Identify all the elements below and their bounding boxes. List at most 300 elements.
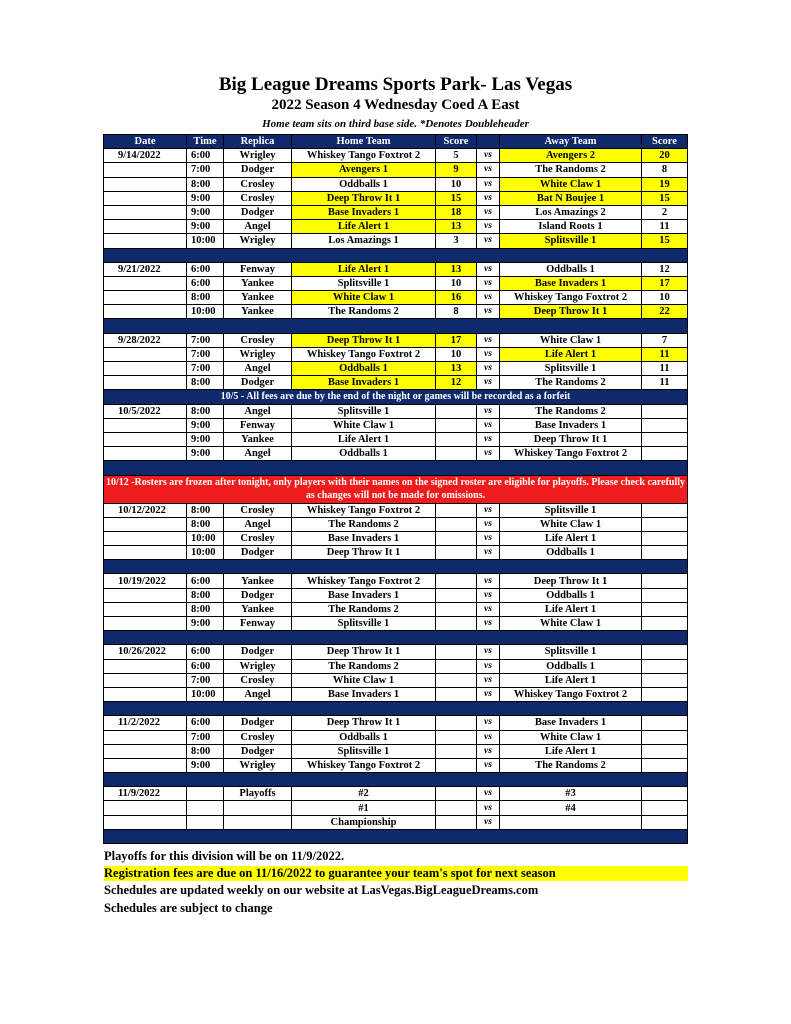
away-score-cell: 11 bbox=[642, 362, 688, 376]
home-team-cell: Oddballs 1 bbox=[292, 362, 436, 376]
home-team-cell: Deep Throw It 1 bbox=[292, 191, 436, 205]
home-team-cell: Base Invaders 1 bbox=[292, 376, 436, 390]
vs-cell: vs bbox=[477, 333, 500, 347]
table-row bbox=[104, 673, 688, 687]
time-cell: 7:00 bbox=[187, 333, 224, 347]
footer-playoffs-note: Playoffs for this division will be on 11/9/2022. bbox=[104, 849, 345, 863]
away-team-cell: White Claw 1 bbox=[500, 517, 642, 531]
home-team-cell: Oddballs 1 bbox=[292, 177, 436, 191]
replica-cell: Playoffs bbox=[224, 787, 292, 801]
away-team-cell: Life Alert 1 bbox=[500, 744, 642, 758]
home-score-cell bbox=[436, 517, 477, 531]
away-team-cell: Life Alert 1 bbox=[500, 673, 642, 687]
home-score-cell: 10 bbox=[436, 276, 477, 290]
date-cell bbox=[104, 220, 187, 234]
table-row bbox=[104, 801, 688, 815]
time-cell: 9:00 bbox=[187, 432, 224, 446]
time-cell bbox=[187, 801, 224, 815]
time-cell: 6:00 bbox=[187, 574, 224, 588]
replica-cell: Yankee bbox=[224, 305, 292, 319]
away-score-cell bbox=[642, 659, 688, 673]
home-score-cell bbox=[436, 574, 477, 588]
home-team-cell: Life Alert 1 bbox=[292, 432, 436, 446]
col-header-date: Date bbox=[104, 135, 187, 149]
away-team-cell: Deep Throw It 1 bbox=[500, 574, 642, 588]
replica-cell: Dodger bbox=[224, 645, 292, 659]
home-score-cell bbox=[436, 546, 477, 560]
table-row bbox=[104, 503, 688, 517]
table-row bbox=[104, 404, 688, 418]
home-score-cell: 13 bbox=[436, 220, 477, 234]
time-cell: 8:00 bbox=[187, 517, 224, 531]
away-team-cell: #3 bbox=[500, 787, 642, 801]
away-team-cell: White Claw 1 bbox=[500, 617, 642, 631]
away-score-cell: 22 bbox=[642, 305, 688, 319]
away-score-cell bbox=[642, 404, 688, 418]
date-cell: 10/19/2022 bbox=[104, 574, 187, 588]
divider-cell bbox=[104, 829, 688, 843]
home-score-cell bbox=[436, 617, 477, 631]
replica-cell: Angel bbox=[224, 687, 292, 701]
vs-cell: vs bbox=[477, 716, 500, 730]
home-team-cell: Los Amazings 1 bbox=[292, 234, 436, 248]
home-team-cell: Whiskey Tango Foxtrot 2 bbox=[292, 574, 436, 588]
table-row bbox=[104, 163, 688, 177]
home-team-cell: Base Invaders 1 bbox=[292, 531, 436, 545]
footer-disclaimer: Schedules are subject to change bbox=[104, 901, 273, 915]
home-team-cell: Deep Throw It 1 bbox=[292, 333, 436, 347]
home-score-cell: 13 bbox=[436, 362, 477, 376]
date-cell bbox=[104, 418, 187, 432]
home-team-cell: Splitsville 1 bbox=[292, 744, 436, 758]
vs-cell: vs bbox=[477, 758, 500, 772]
table-row bbox=[104, 815, 688, 829]
date-cell bbox=[104, 588, 187, 602]
table-row bbox=[104, 617, 688, 631]
home-score-cell: 15 bbox=[436, 191, 477, 205]
replica-cell: Crosley bbox=[224, 730, 292, 744]
replica-cell: Crosley bbox=[224, 333, 292, 347]
section-divider bbox=[104, 829, 688, 843]
vs-cell: vs bbox=[477, 617, 500, 631]
table-header-row bbox=[104, 135, 688, 149]
date-cell bbox=[104, 432, 187, 446]
table-row bbox=[104, 787, 688, 801]
away-team-cell: Deep Throw It 1 bbox=[500, 432, 642, 446]
away-team-cell: Oddballs 1 bbox=[500, 262, 642, 276]
time-cell: 6:00 bbox=[187, 645, 224, 659]
home-team-cell: Whiskey Tango Foxtrot 2 bbox=[292, 758, 436, 772]
table-row bbox=[104, 588, 688, 602]
fees-notice: 10/5 - All fees are due by the end of the night or games will be recorded as a forfeit bbox=[104, 390, 688, 404]
away-score-cell bbox=[642, 801, 688, 815]
replica-cell: Angel bbox=[224, 220, 292, 234]
time-cell: 8:00 bbox=[187, 503, 224, 517]
vs-cell: vs bbox=[477, 376, 500, 390]
home-score-cell bbox=[436, 503, 477, 517]
away-score-cell: 15 bbox=[642, 234, 688, 248]
table-row bbox=[104, 659, 688, 673]
replica-cell: Dodger bbox=[224, 744, 292, 758]
vs-cell: vs bbox=[477, 673, 500, 687]
time-cell: 7:00 bbox=[187, 347, 224, 361]
away-score-cell bbox=[642, 546, 688, 560]
date-cell bbox=[104, 291, 187, 305]
home-team-cell: Base Invaders 1 bbox=[292, 205, 436, 219]
col-header-away-score: Score bbox=[642, 135, 688, 149]
roster-alert-row bbox=[104, 475, 688, 503]
home-score-cell bbox=[436, 801, 477, 815]
section-divider bbox=[104, 248, 688, 262]
home-team-cell: Deep Throw It 1 bbox=[292, 716, 436, 730]
vs-cell: vs bbox=[477, 149, 500, 163]
time-cell: 6:00 bbox=[187, 276, 224, 290]
home-score-cell bbox=[436, 758, 477, 772]
away-score-cell: 17 bbox=[642, 276, 688, 290]
replica-cell: Dodger bbox=[224, 716, 292, 730]
date-cell bbox=[104, 177, 187, 191]
away-score-cell: 20 bbox=[642, 149, 688, 163]
time-cell: 9:00 bbox=[187, 447, 224, 461]
table-row bbox=[104, 517, 688, 531]
table-row bbox=[104, 574, 688, 588]
col-header-away-team: Away Team bbox=[500, 135, 642, 149]
away-score-cell: 19 bbox=[642, 177, 688, 191]
home-score-cell: 13 bbox=[436, 262, 477, 276]
home-team-cell: The Randoms 2 bbox=[292, 659, 436, 673]
table-row bbox=[104, 149, 688, 163]
time-cell bbox=[187, 787, 224, 801]
home-team-cell: Whiskey Tango Foxtrot 2 bbox=[292, 503, 436, 517]
home-team-cell: #2 bbox=[292, 787, 436, 801]
home-score-cell bbox=[436, 418, 477, 432]
away-team-cell: Oddballs 1 bbox=[500, 659, 642, 673]
away-score-cell: 15 bbox=[642, 191, 688, 205]
away-score-cell bbox=[642, 716, 688, 730]
away-score-cell bbox=[642, 602, 688, 616]
table-row bbox=[104, 347, 688, 361]
vs-cell: vs bbox=[477, 447, 500, 461]
vs-cell: vs bbox=[477, 305, 500, 319]
vs-cell: vs bbox=[477, 546, 500, 560]
replica-cell: Angel bbox=[224, 404, 292, 418]
home-score-cell bbox=[436, 531, 477, 545]
table-row bbox=[104, 262, 688, 276]
vs-cell: vs bbox=[477, 645, 500, 659]
vs-cell: vs bbox=[477, 687, 500, 701]
vs-cell: vs bbox=[477, 234, 500, 248]
date-cell bbox=[104, 758, 187, 772]
away-score-cell: 11 bbox=[642, 220, 688, 234]
time-cell bbox=[187, 815, 224, 829]
table-row bbox=[104, 177, 688, 191]
table-row bbox=[104, 234, 688, 248]
away-score-cell bbox=[642, 617, 688, 631]
time-cell: 8:00 bbox=[187, 291, 224, 305]
date-cell bbox=[104, 815, 187, 829]
date-cell: 10/12/2022 bbox=[104, 503, 187, 517]
home-score-cell bbox=[436, 673, 477, 687]
away-team-cell: The Randoms 2 bbox=[500, 404, 642, 418]
home-score-cell bbox=[436, 659, 477, 673]
home-score-cell bbox=[436, 447, 477, 461]
away-team-cell: White Claw 1 bbox=[500, 177, 642, 191]
vs-cell: vs bbox=[477, 362, 500, 376]
home-team-cell: Whiskey Tango Foxtrot 2 bbox=[292, 149, 436, 163]
replica-cell: Angel bbox=[224, 447, 292, 461]
away-team-cell: Life Alert 1 bbox=[500, 531, 642, 545]
home-score-cell: 8 bbox=[436, 305, 477, 319]
home-team-cell: Life Alert 1 bbox=[292, 262, 436, 276]
replica-cell: Yankee bbox=[224, 276, 292, 290]
time-cell: 6:00 bbox=[187, 262, 224, 276]
time-cell: 8:00 bbox=[187, 588, 224, 602]
date-cell bbox=[104, 659, 187, 673]
date-cell bbox=[104, 276, 187, 290]
date-cell bbox=[104, 744, 187, 758]
replica-cell: Crosley bbox=[224, 177, 292, 191]
date-cell: 11/2/2022 bbox=[104, 716, 187, 730]
home-team-cell: White Claw 1 bbox=[292, 418, 436, 432]
col-header-home-score: Score bbox=[436, 135, 477, 149]
vs-cell: vs bbox=[477, 531, 500, 545]
replica-cell: Angel bbox=[224, 517, 292, 531]
date-cell bbox=[104, 687, 187, 701]
away-score-cell bbox=[642, 673, 688, 687]
section-divider bbox=[104, 773, 688, 787]
col-header-home-team: Home Team bbox=[292, 135, 436, 149]
table-row bbox=[104, 418, 688, 432]
footer-website-note: Schedules are updated weekly on our website at LasVegas.BigLeagueDreams.com bbox=[104, 883, 539, 897]
time-cell: 8:00 bbox=[187, 744, 224, 758]
date-cell: 9/21/2022 bbox=[104, 262, 187, 276]
divider-cell bbox=[104, 702, 688, 716]
home-team-cell: White Claw 1 bbox=[292, 291, 436, 305]
replica-cell: Dodger bbox=[224, 163, 292, 177]
time-cell: 8:00 bbox=[187, 376, 224, 390]
replica-cell: Crosley bbox=[224, 531, 292, 545]
table-row bbox=[104, 531, 688, 545]
replica-cell: Fenway bbox=[224, 418, 292, 432]
away-score-cell: 11 bbox=[642, 376, 688, 390]
home-score-cell: 10 bbox=[436, 347, 477, 361]
time-cell: 7:00 bbox=[187, 163, 224, 177]
schedule-body bbox=[104, 149, 688, 844]
time-cell: 7:00 bbox=[187, 673, 224, 687]
vs-cell: vs bbox=[477, 291, 500, 305]
time-cell: 9:00 bbox=[187, 617, 224, 631]
date-cell bbox=[104, 546, 187, 560]
away-team-cell: The Randoms 2 bbox=[500, 376, 642, 390]
away-team-cell: Splitsville 1 bbox=[500, 503, 642, 517]
time-cell: 9:00 bbox=[187, 758, 224, 772]
vs-cell: vs bbox=[477, 730, 500, 744]
home-score-cell: 17 bbox=[436, 333, 477, 347]
home-score-cell bbox=[436, 404, 477, 418]
table-row bbox=[104, 730, 688, 744]
vs-cell: vs bbox=[477, 418, 500, 432]
away-team-cell: Base Invaders 1 bbox=[500, 276, 642, 290]
home-team-cell: The Randoms 2 bbox=[292, 305, 436, 319]
home-score-cell bbox=[436, 730, 477, 744]
table-row bbox=[104, 333, 688, 347]
section-divider bbox=[104, 461, 688, 475]
table-row bbox=[104, 645, 688, 659]
home-score-cell bbox=[436, 744, 477, 758]
replica-cell: Dodger bbox=[224, 376, 292, 390]
date-cell: 9/28/2022 bbox=[104, 333, 187, 347]
home-score-cell bbox=[436, 716, 477, 730]
away-team-cell: White Claw 1 bbox=[500, 333, 642, 347]
replica-cell bbox=[224, 815, 292, 829]
away-team-cell: Base Invaders 1 bbox=[500, 716, 642, 730]
table-row bbox=[104, 291, 688, 305]
home-team-cell: #1 bbox=[292, 801, 436, 815]
home-score-cell: 5 bbox=[436, 149, 477, 163]
date-cell bbox=[104, 163, 187, 177]
home-team-cell: Splitsville 1 bbox=[292, 276, 436, 290]
table-row bbox=[104, 276, 688, 290]
date-cell bbox=[104, 617, 187, 631]
away-score-cell: 7 bbox=[642, 333, 688, 347]
away-team-cell: The Randoms 2 bbox=[500, 163, 642, 177]
date-cell: 11/9/2022 bbox=[104, 787, 187, 801]
home-score-cell: 16 bbox=[436, 291, 477, 305]
date-cell: 9/14/2022 bbox=[104, 149, 187, 163]
home-score-cell: 9 bbox=[436, 163, 477, 177]
date-cell bbox=[104, 305, 187, 319]
header-note: Home team sits on third base side. *Denotes Doubleheader bbox=[262, 118, 529, 130]
vs-cell: vs bbox=[477, 801, 500, 815]
home-team-cell: Whiskey Tango Foxtrot 2 bbox=[292, 347, 436, 361]
footer-registration-note: Registration fees are due on 11/16/2022 to guarantee your team's spot for next season bbox=[104, 866, 688, 881]
table-row bbox=[104, 220, 688, 234]
away-team-cell: Splitsville 1 bbox=[500, 645, 642, 659]
replica-cell: Wrigley bbox=[224, 149, 292, 163]
vs-cell: vs bbox=[477, 574, 500, 588]
table-row bbox=[104, 744, 688, 758]
date-cell bbox=[104, 205, 187, 219]
time-cell: 6:00 bbox=[187, 149, 224, 163]
home-score-cell bbox=[436, 815, 477, 829]
vs-cell: vs bbox=[477, 432, 500, 446]
vs-cell: vs bbox=[477, 602, 500, 616]
replica-cell: Yankee bbox=[224, 602, 292, 616]
table-row bbox=[104, 432, 688, 446]
home-score-cell bbox=[436, 602, 477, 616]
away-team-cell: White Claw 1 bbox=[500, 730, 642, 744]
away-team-cell: Whiskey Tango Foxtrot 2 bbox=[500, 687, 642, 701]
vs-cell: vs bbox=[477, 262, 500, 276]
section-divider bbox=[104, 560, 688, 574]
replica-cell: Crosley bbox=[224, 673, 292, 687]
date-cell bbox=[104, 447, 187, 461]
home-team-cell: Deep Throw It 1 bbox=[292, 546, 436, 560]
home-team-cell: Oddballs 1 bbox=[292, 447, 436, 461]
divider-cell bbox=[104, 773, 688, 787]
replica-cell bbox=[224, 801, 292, 815]
home-team-cell: Life Alert 1 bbox=[292, 220, 436, 234]
table-row bbox=[104, 716, 688, 730]
away-score-cell bbox=[642, 517, 688, 531]
replica-cell: Crosley bbox=[224, 191, 292, 205]
section-divider bbox=[104, 702, 688, 716]
time-cell: 9:00 bbox=[187, 191, 224, 205]
home-score-cell: 12 bbox=[436, 376, 477, 390]
away-team-cell: Island Roots 1 bbox=[500, 220, 642, 234]
replica-cell: Yankee bbox=[224, 432, 292, 446]
home-team-cell: Championship bbox=[292, 815, 436, 829]
home-score-cell bbox=[436, 687, 477, 701]
replica-cell: Angel bbox=[224, 362, 292, 376]
away-score-cell bbox=[642, 744, 688, 758]
away-team-cell: Whiskey Tango Foxtrot 2 bbox=[500, 291, 642, 305]
away-score-cell bbox=[642, 418, 688, 432]
away-score-cell: 8 bbox=[642, 163, 688, 177]
replica-cell: Wrigley bbox=[224, 234, 292, 248]
time-cell: 10:00 bbox=[187, 531, 224, 545]
away-score-cell bbox=[642, 531, 688, 545]
away-score-cell: 11 bbox=[642, 347, 688, 361]
time-cell: 8:00 bbox=[187, 177, 224, 191]
home-team-cell: The Randoms 2 bbox=[292, 517, 436, 531]
table-row bbox=[104, 305, 688, 319]
divider-cell bbox=[104, 319, 688, 333]
vs-cell: vs bbox=[477, 588, 500, 602]
date-cell bbox=[104, 234, 187, 248]
date-cell bbox=[104, 517, 187, 531]
time-cell: 9:00 bbox=[187, 220, 224, 234]
away-score-cell bbox=[642, 574, 688, 588]
date-cell bbox=[104, 801, 187, 815]
away-score-cell bbox=[642, 447, 688, 461]
away-team-cell: Life Alert 1 bbox=[500, 602, 642, 616]
home-team-cell: Avengers 1 bbox=[292, 163, 436, 177]
time-cell: 6:00 bbox=[187, 716, 224, 730]
away-score-cell bbox=[642, 687, 688, 701]
away-team-cell bbox=[500, 815, 642, 829]
date-cell bbox=[104, 362, 187, 376]
vs-cell: vs bbox=[477, 787, 500, 801]
date-cell bbox=[104, 730, 187, 744]
time-cell: 9:00 bbox=[187, 205, 224, 219]
date-cell: 10/5/2022 bbox=[104, 404, 187, 418]
away-team-cell: Los Amazings 2 bbox=[500, 205, 642, 219]
home-team-cell: Oddballs 1 bbox=[292, 730, 436, 744]
home-score-cell bbox=[436, 787, 477, 801]
replica-cell: Wrigley bbox=[224, 347, 292, 361]
replica-cell: Dodger bbox=[224, 588, 292, 602]
table-row bbox=[104, 376, 688, 390]
vs-cell: vs bbox=[477, 191, 500, 205]
divider-cell bbox=[104, 560, 688, 574]
away-team-cell: The Randoms 2 bbox=[500, 758, 642, 772]
vs-cell: vs bbox=[477, 177, 500, 191]
replica-cell: Crosley bbox=[224, 503, 292, 517]
vs-cell: vs bbox=[477, 503, 500, 517]
vs-cell: vs bbox=[477, 220, 500, 234]
date-cell bbox=[104, 191, 187, 205]
replica-cell: Dodger bbox=[224, 205, 292, 219]
section-divider bbox=[104, 631, 688, 645]
replica-cell: Wrigley bbox=[224, 659, 292, 673]
home-score-cell bbox=[436, 645, 477, 659]
home-team-cell: White Claw 1 bbox=[292, 673, 436, 687]
table-row bbox=[104, 205, 688, 219]
away-team-cell: Splitsville 1 bbox=[500, 234, 642, 248]
roster-alert: 10/12 -Rosters are frozen after tonight, only players with their names on the signed roster are eligible for playoffs. Please check carefully as changes will not be made for omissions. bbox=[104, 475, 688, 503]
time-cell: 10:00 bbox=[187, 305, 224, 319]
